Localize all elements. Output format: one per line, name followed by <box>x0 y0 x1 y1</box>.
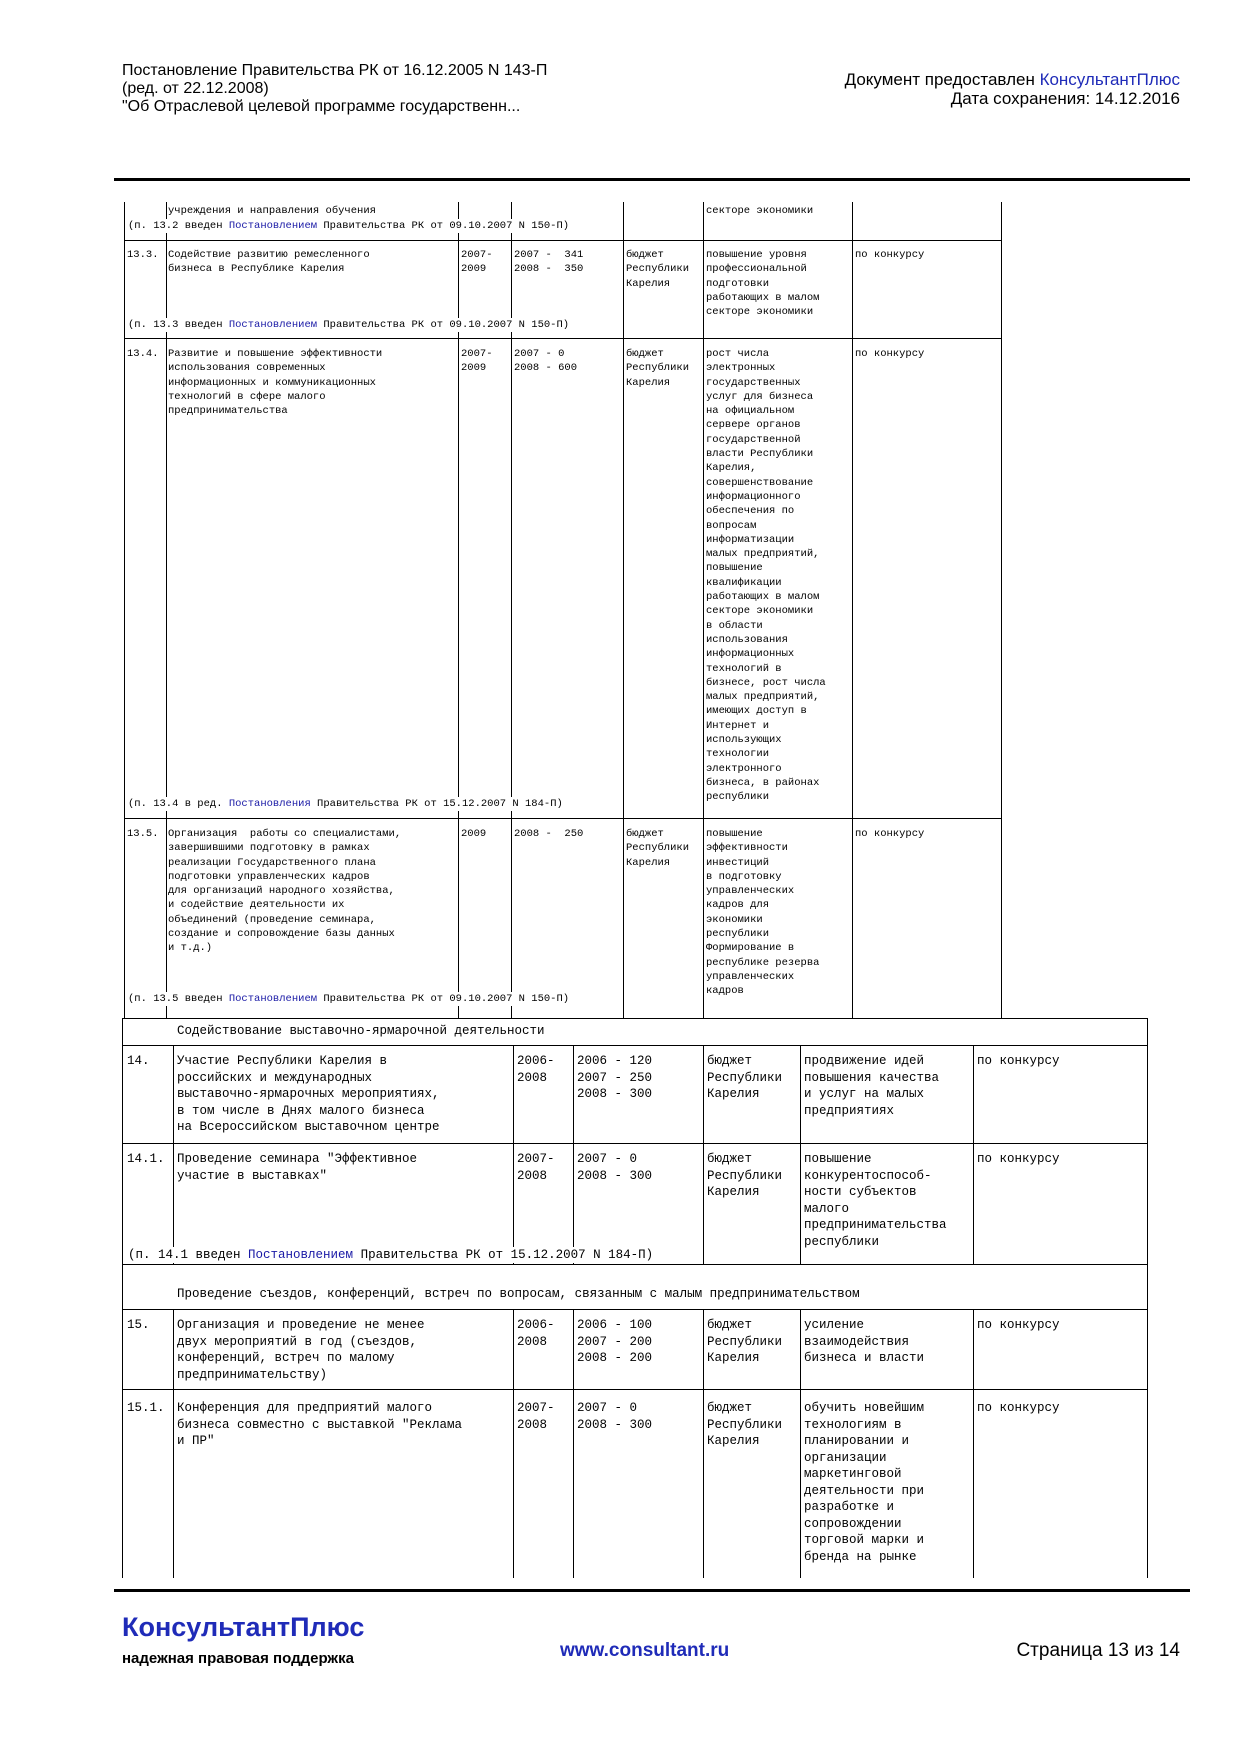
row-14-1-executor: по конкурсу <box>977 1152 1060 1166</box>
row-13-3-executor: по конкурсу <box>855 249 925 261</box>
row-15-1-num: 15.1. <box>127 1401 165 1415</box>
amendment-note: (п. 13.5 введен Постановлением Правительства РК от 09.10.2007 N 150-П) <box>128 993 570 1005</box>
row-15-1-name: Конференция для предприятий малого бизнеса совместно с выставкой "Реклама и ПР" <box>177 1401 463 1448</box>
doc-title-line1: Постановление Правительства РК от 16.12.2005 N 143-П <box>122 62 548 79</box>
row-13-3-source: бюджет Республики Карелия <box>626 249 690 290</box>
header-rule <box>114 178 1190 181</box>
row-divider <box>122 1018 1148 1019</box>
row-15-amount: 2006 - 100 2007 - 200 2008 - 200 <box>577 1318 653 1365</box>
amendment-note: (п. 14.1 введен Постановлением Правительства РК от 15.12.2007 N 184-П) <box>128 1248 654 1262</box>
row-divider <box>122 1045 1148 1046</box>
amendment-link[interactable]: Постановлением <box>228 220 318 232</box>
row-15-1-source: бюджет Республики Карелия <box>707 1401 783 1448</box>
grid-line <box>573 1309 574 1578</box>
row-15-1-result: обучить новейшим технологиям в планировании и организации маркетинговой деятельности при разработке и сопровождении торговой марки и бренда на рынке <box>804 1401 925 1564</box>
row-divider <box>124 818 1002 819</box>
grid-line <box>703 202 704 1018</box>
row-13-3-name: Содействие развитию ремесленного бизнеса в Республике Карелия <box>168 249 370 276</box>
grid-line <box>573 1045 574 1264</box>
row-13-5-period: 2009 <box>461 828 487 840</box>
row-13-5-num: 13.5. <box>127 828 159 840</box>
row-14-period: 2006- 2008 <box>517 1054 555 1085</box>
row-14-name: Участие Республики Карелия в российских и международных выставочно-ярмарочных мероприятиях, в том числе в Днях малого бизнеса на Всероссийском выставочном центре <box>177 1054 440 1134</box>
doc-title-line3: "Об Отраслевой целевой программе государственн... <box>122 98 521 115</box>
row-14-executor: по конкурсу <box>977 1054 1060 1068</box>
section-heading-exhibition: Содействование выставочно-ярмарочной деятельности <box>177 1024 545 1038</box>
row-13-4-amount: 2007 - 0 2008 - 600 <box>514 348 578 375</box>
row-13-3-result: повышение уровня профессиональной подготовки работающих в малом секторе экономики <box>706 249 820 319</box>
grid-line <box>173 1045 174 1264</box>
row-13-5-amount: 2008 - 250 <box>514 828 584 840</box>
amendment-note: (п. 13.3 введен Постановлением Правительства РК от 09.10.2007 N 150-П) <box>128 319 570 331</box>
doc-title-line2: (ред. от 22.12.2008) <box>122 80 269 97</box>
row-13-3-amount: 2007 - 341 2008 - 350 <box>514 249 584 276</box>
row-divider <box>124 240 1002 241</box>
row-13-5-name: Организация работы со специалистами, завершившими подготовку в рамках реализации Государственного плана подготовки управленческих кадров для организаций народного хозяйства, и содействие деятельности их объединений (проведение семинара, создание и сопровождение базы данных и т.д.) <box>168 828 402 955</box>
footer-brand-logo: КонсультантПлюс <box>122 1612 365 1642</box>
row-14-source: бюджет Республики Карелия <box>707 1054 783 1101</box>
provider-brand: КонсультантПлюс <box>1039 70 1180 89</box>
grid-line <box>703 1309 704 1578</box>
row-14-amount: 2006 - 120 2007 - 250 2008 - 300 <box>577 1054 653 1101</box>
row-15-1-amount: 2007 - 0 2008 - 300 <box>577 1401 653 1432</box>
amendment-note: (п. 13.4 в ред. Постановления Правительства РК от 15.12.2007 N 184-П) <box>128 798 563 810</box>
row-15-1-period: 2007- 2008 <box>517 1401 555 1432</box>
provided-by: Документ предоставлен КонсультантПлюс <box>844 70 1180 89</box>
grid-line <box>513 1309 514 1578</box>
grid-line <box>973 1045 974 1264</box>
row-13-4-name: Развитие и повышение эффективности использования современных информационных и коммуникационных технологий в сфере малого предпринимательства <box>168 348 383 418</box>
row-13-5-executor: по конкурсу <box>855 828 925 840</box>
row-14-1-amount: 2007 - 0 2008 - 300 <box>577 1152 653 1183</box>
row-14-1-source: бюджет Республики Карелия <box>707 1152 783 1199</box>
row-divider <box>122 1389 1148 1390</box>
row-13-4-executor: по конкурсу <box>855 348 925 360</box>
row-13-2-name: учреждения и направления обучения <box>168 205 376 217</box>
amendment-link[interactable]: Постановления <box>228 798 311 810</box>
grid-line <box>124 202 125 1018</box>
row-14-1-name: Проведение семинара "Эффективное участие в выставках" <box>177 1152 418 1183</box>
footer-tagline: надежная правовая поддержка <box>122 1650 354 1667</box>
row-14-1-period: 2007- 2008 <box>517 1152 555 1183</box>
amendment-link[interactable]: Постановлением <box>248 1248 354 1262</box>
document-title <box>122 62 547 116</box>
row-14-1-num: 14.1. <box>127 1152 165 1166</box>
row-divider <box>122 1143 1148 1144</box>
row-divider <box>122 1264 1148 1265</box>
row-15-executor: по конкурсу <box>977 1318 1060 1332</box>
grid-line <box>1001 202 1002 1018</box>
amendment-link[interactable]: Постановлением <box>228 993 318 1005</box>
grid-line <box>122 1018 123 1578</box>
row-15-num: 15. <box>127 1318 150 1332</box>
row-14-num: 14. <box>127 1054 150 1068</box>
grid-line <box>800 1309 801 1578</box>
row-15-name: Организация и проведение не менее двух мероприятий в год (съездов, конференций, встреч по малому предпринимательству) <box>177 1318 425 1382</box>
row-13-4-source: бюджет Республики Карелия <box>626 348 690 389</box>
amendment-note: (п. 13.2 введен Постановлением Правительства РК от 09.10.2007 N 150-П) <box>128 220 570 232</box>
row-13-5-result: повышение эффективности инвестиций в подготовку управленческих кадров для экономики республики Формирование в республике резерва управленческих кадров <box>706 828 820 998</box>
row-15-1-executor: по конкурсу <box>977 1401 1060 1415</box>
grid-line <box>513 1045 514 1264</box>
page-number: Страница 13 из 14 <box>1016 1640 1180 1661</box>
provider-info <box>845 70 1180 108</box>
row-13-3-num: 13.3. <box>127 249 159 261</box>
row-13-5-source: бюджет Республики Карелия <box>626 828 690 869</box>
row-14-result: продвижение идей повышения качества и услуг на малых предприятиях <box>804 1054 940 1118</box>
footer-rule <box>114 1589 1190 1592</box>
row-15-result: усиление взаимодействия бизнеса и власти <box>804 1318 925 1365</box>
row-13-2-result: секторе экономики <box>706 205 814 217</box>
save-date: Дата сохранения: 14.12.2016 <box>950 89 1180 108</box>
section-heading-congress: Проведение съездов, конференций, встреч по вопросам, связанным с малым предпринимательством <box>177 1287 860 1301</box>
grid-line <box>703 1045 704 1264</box>
row-divider <box>124 338 1002 339</box>
grid-line <box>1147 1018 1148 1578</box>
row-15-period: 2006- 2008 <box>517 1318 555 1349</box>
amendment-link[interactable]: Постановлением <box>228 319 318 331</box>
grid-line <box>973 1309 974 1578</box>
footer-website-link[interactable]: www.consultant.ru <box>560 1640 730 1661</box>
row-14-1-result: повышение конкурентоспособ- ности субъектов малого предпринимательства республики <box>804 1152 947 1249</box>
row-13-4-period: 2007- 2009 <box>461 348 493 375</box>
row-13-4-result: рост числа электронных государственных услуг для бизнеса на официальном сервере органов государственной власти Республики Карелия, совершенствование информационного обеспечения по вопросам информатизации малых предприятий, повышение квалификации работающих в малом секторе экономики в области использования информационных технологий в бизнесе, рост числа малых предприятий, имеющих доступ в Интернет и использующих технологии электронного бизнеса, в районах республики <box>706 348 826 804</box>
grid-line <box>623 202 624 1018</box>
grid-line <box>173 1309 174 1578</box>
row-15-source: бюджет Республики Карелия <box>707 1318 783 1365</box>
row-13-3-period: 2007- 2009 <box>461 249 493 276</box>
grid-line <box>800 1045 801 1264</box>
grid-line <box>852 202 853 1018</box>
row-divider <box>122 1309 1148 1310</box>
row-13-4-num: 13.4. <box>127 348 159 360</box>
